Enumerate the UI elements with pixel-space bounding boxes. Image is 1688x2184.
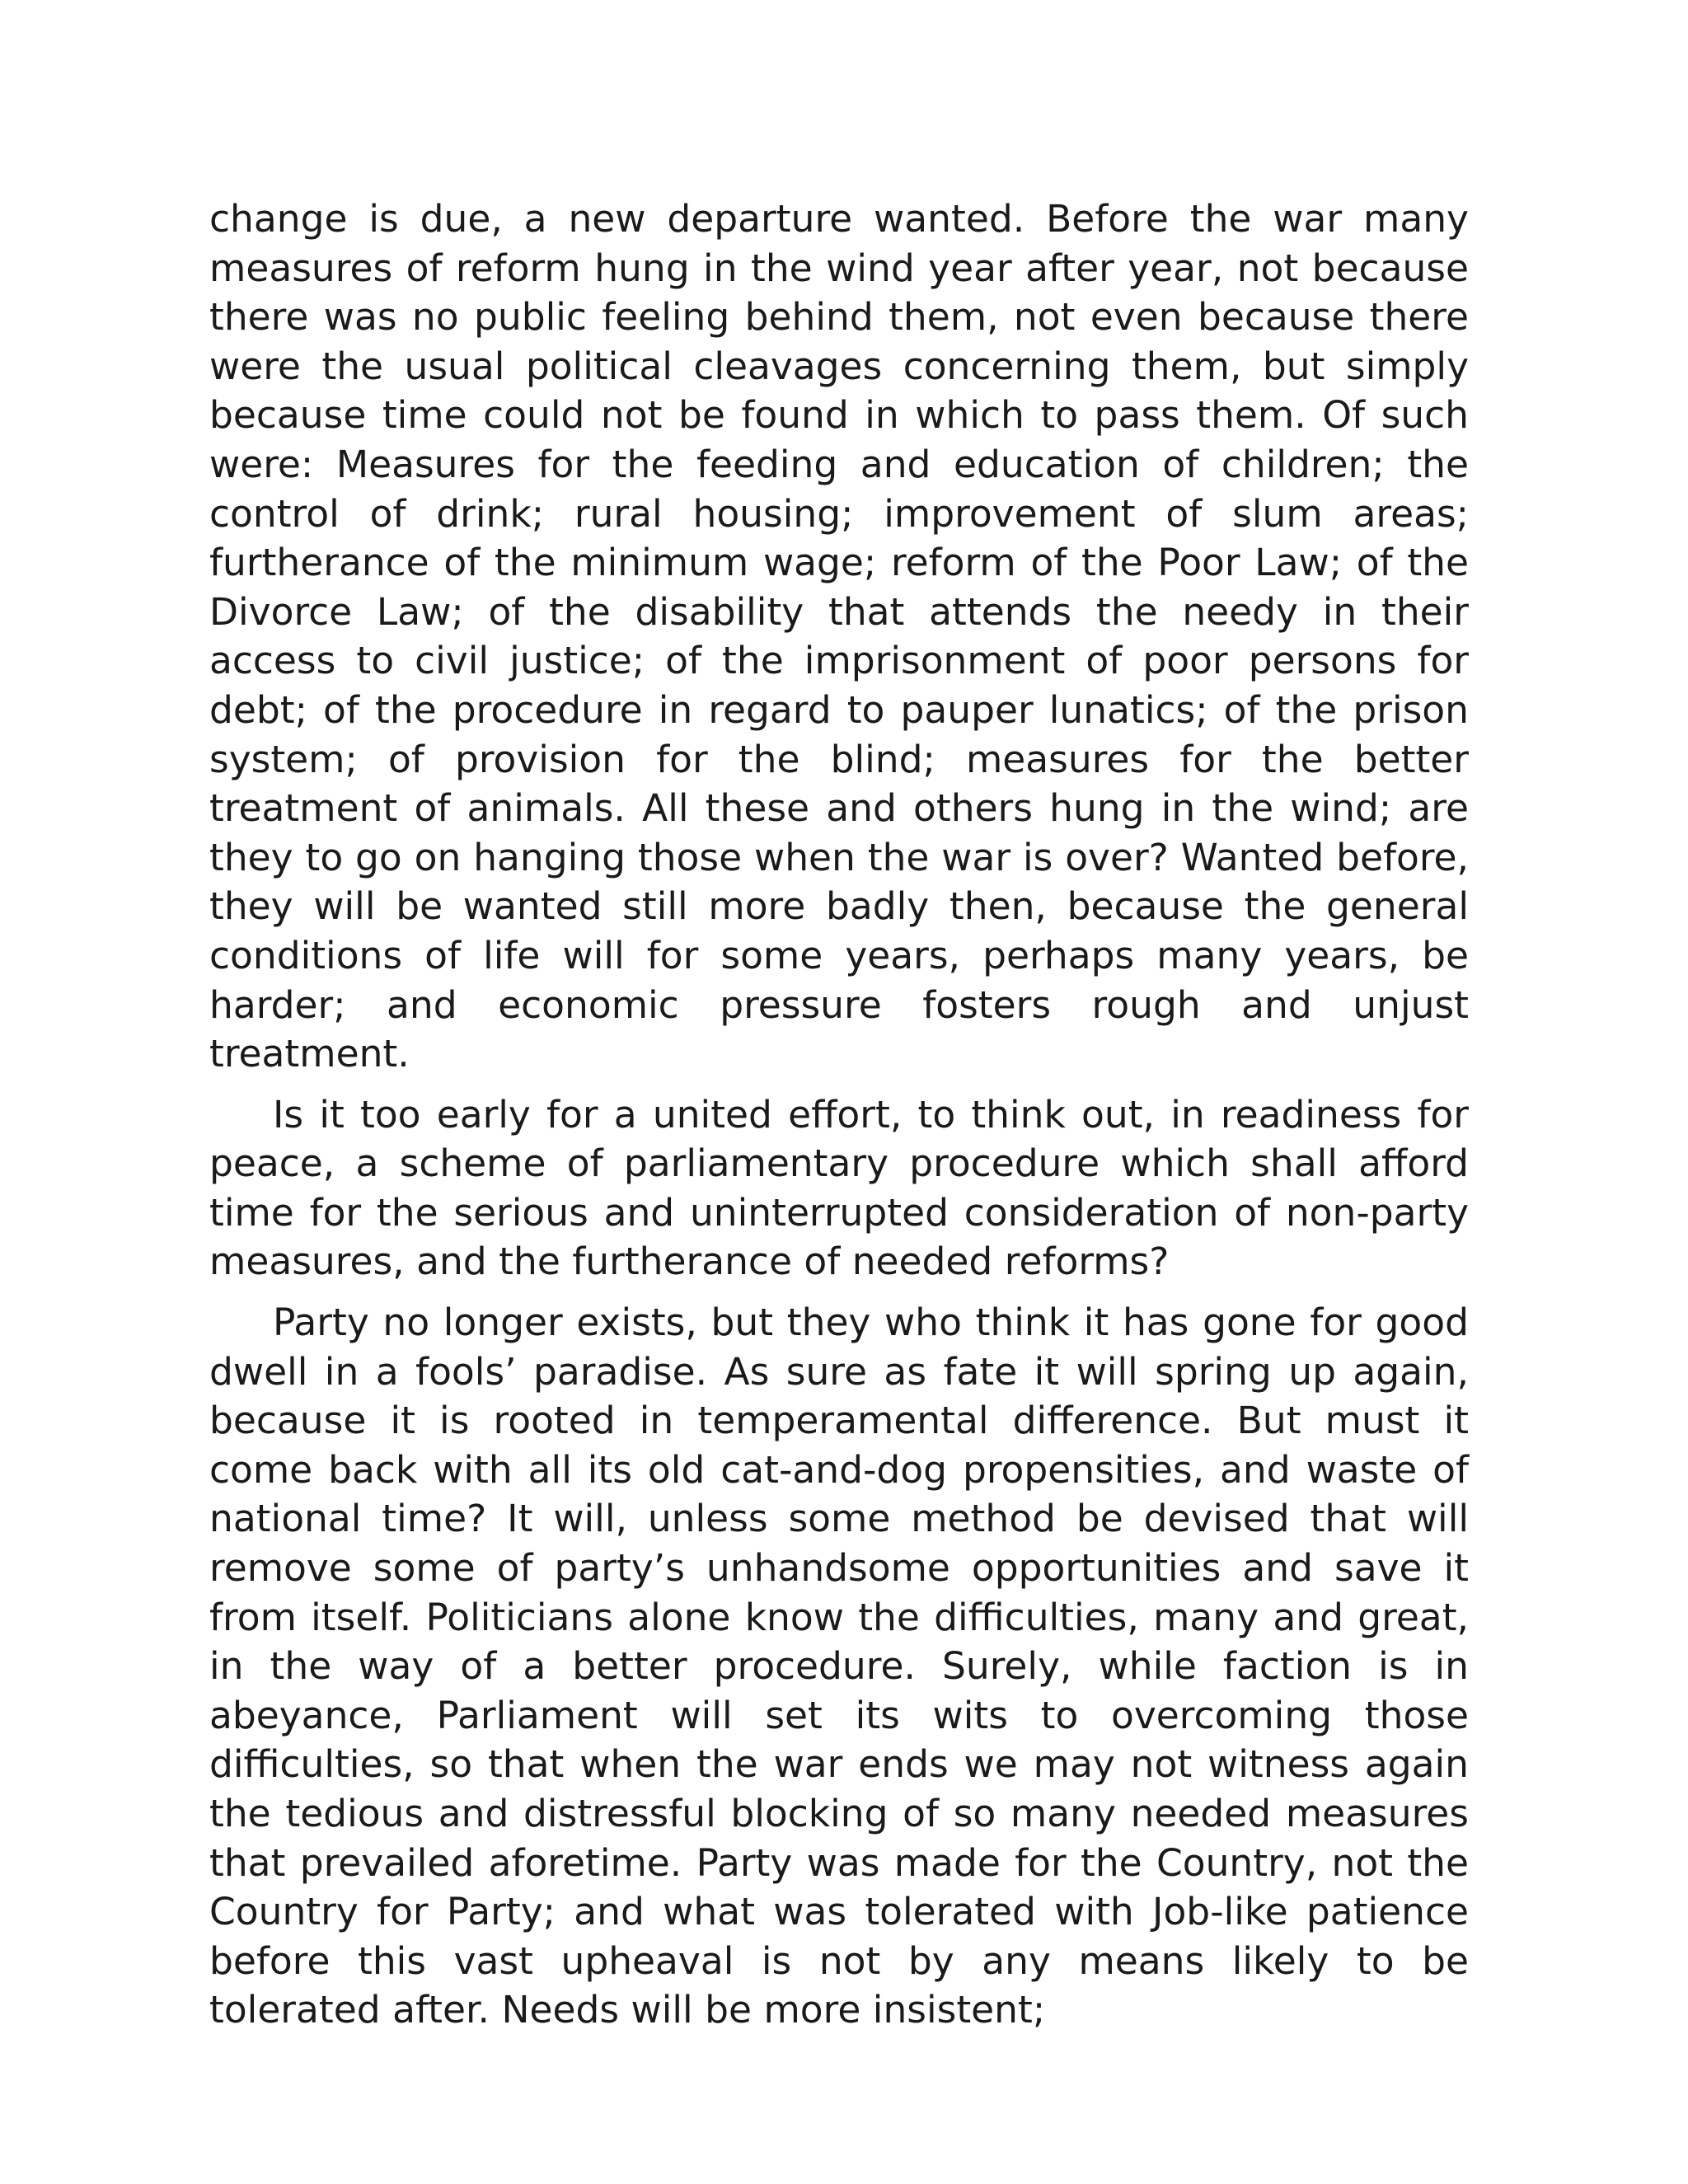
- paragraph-continued: change is due, a new departure wanted. Before the war many measures of reform hung in the wind year after year, not because there was no public feeling behind them, not even because there were the usual political cleavages concerning them, but simply because time could not be found in which to pass them. Of such were: Measures for the feeding and education of children; the control of drink; rural housing; improvement of slum areas; furtherance of the minimum wage; reform of the Poor Law; of the Divorce Law; of the disability that attends the needy in their access to civil justice; of the imprisonment of poor persons for debt; of the procedure in regard to pauper lunatics; of the prison system; of provision for the blind; measures for the better treatment of animals. All these and others hung in the wind; are they to go on hanging those when the war is over? Wanted before, they will be wanted still more badly then, because the general conditions of life will for some years, perhaps many years, be harder; and economic pressure fosters rough and unjust treatment.: [209, 197, 1469, 1076]
- paragraph-party: Party no longer exists, but they who think it has gone for good dwell in a fools’ paradise. As sure as fate it will spring up again, because it is rooted in temperamental difference. But must it come back with all its old cat-and-dog propensities, and waste of national time? It will, unless some method be devised that will remove some of party’s unhandsome opportunities and save it from itself. Politicians alone know the difficulties, many and great, in the way of a better procedure. Surely, while faction is in abeyance, Parliament will set its wits to overcoming those difficulties, so that when the war ends we may not witness again the tedious and distressful blocking of so many needed measures that prevailed aforetime. Party was made for the Country, not the Country for Party; and what was tolerated with Job-like patience before this vast upheaval is not by any means likely to be tolerated after. Needs will be more insistent;: [209, 1301, 1469, 2032]
- document-page: [209, 194, 1469, 2035]
- paragraph-united-effort: Is it too early for a united effort, to think out, in readiness for peace, a scheme of parliamentary procedure which shall afford time for the serious and uninterrupted consideration of non-party measures, and the furtherance of needed reforms?: [209, 1092, 1469, 1284]
